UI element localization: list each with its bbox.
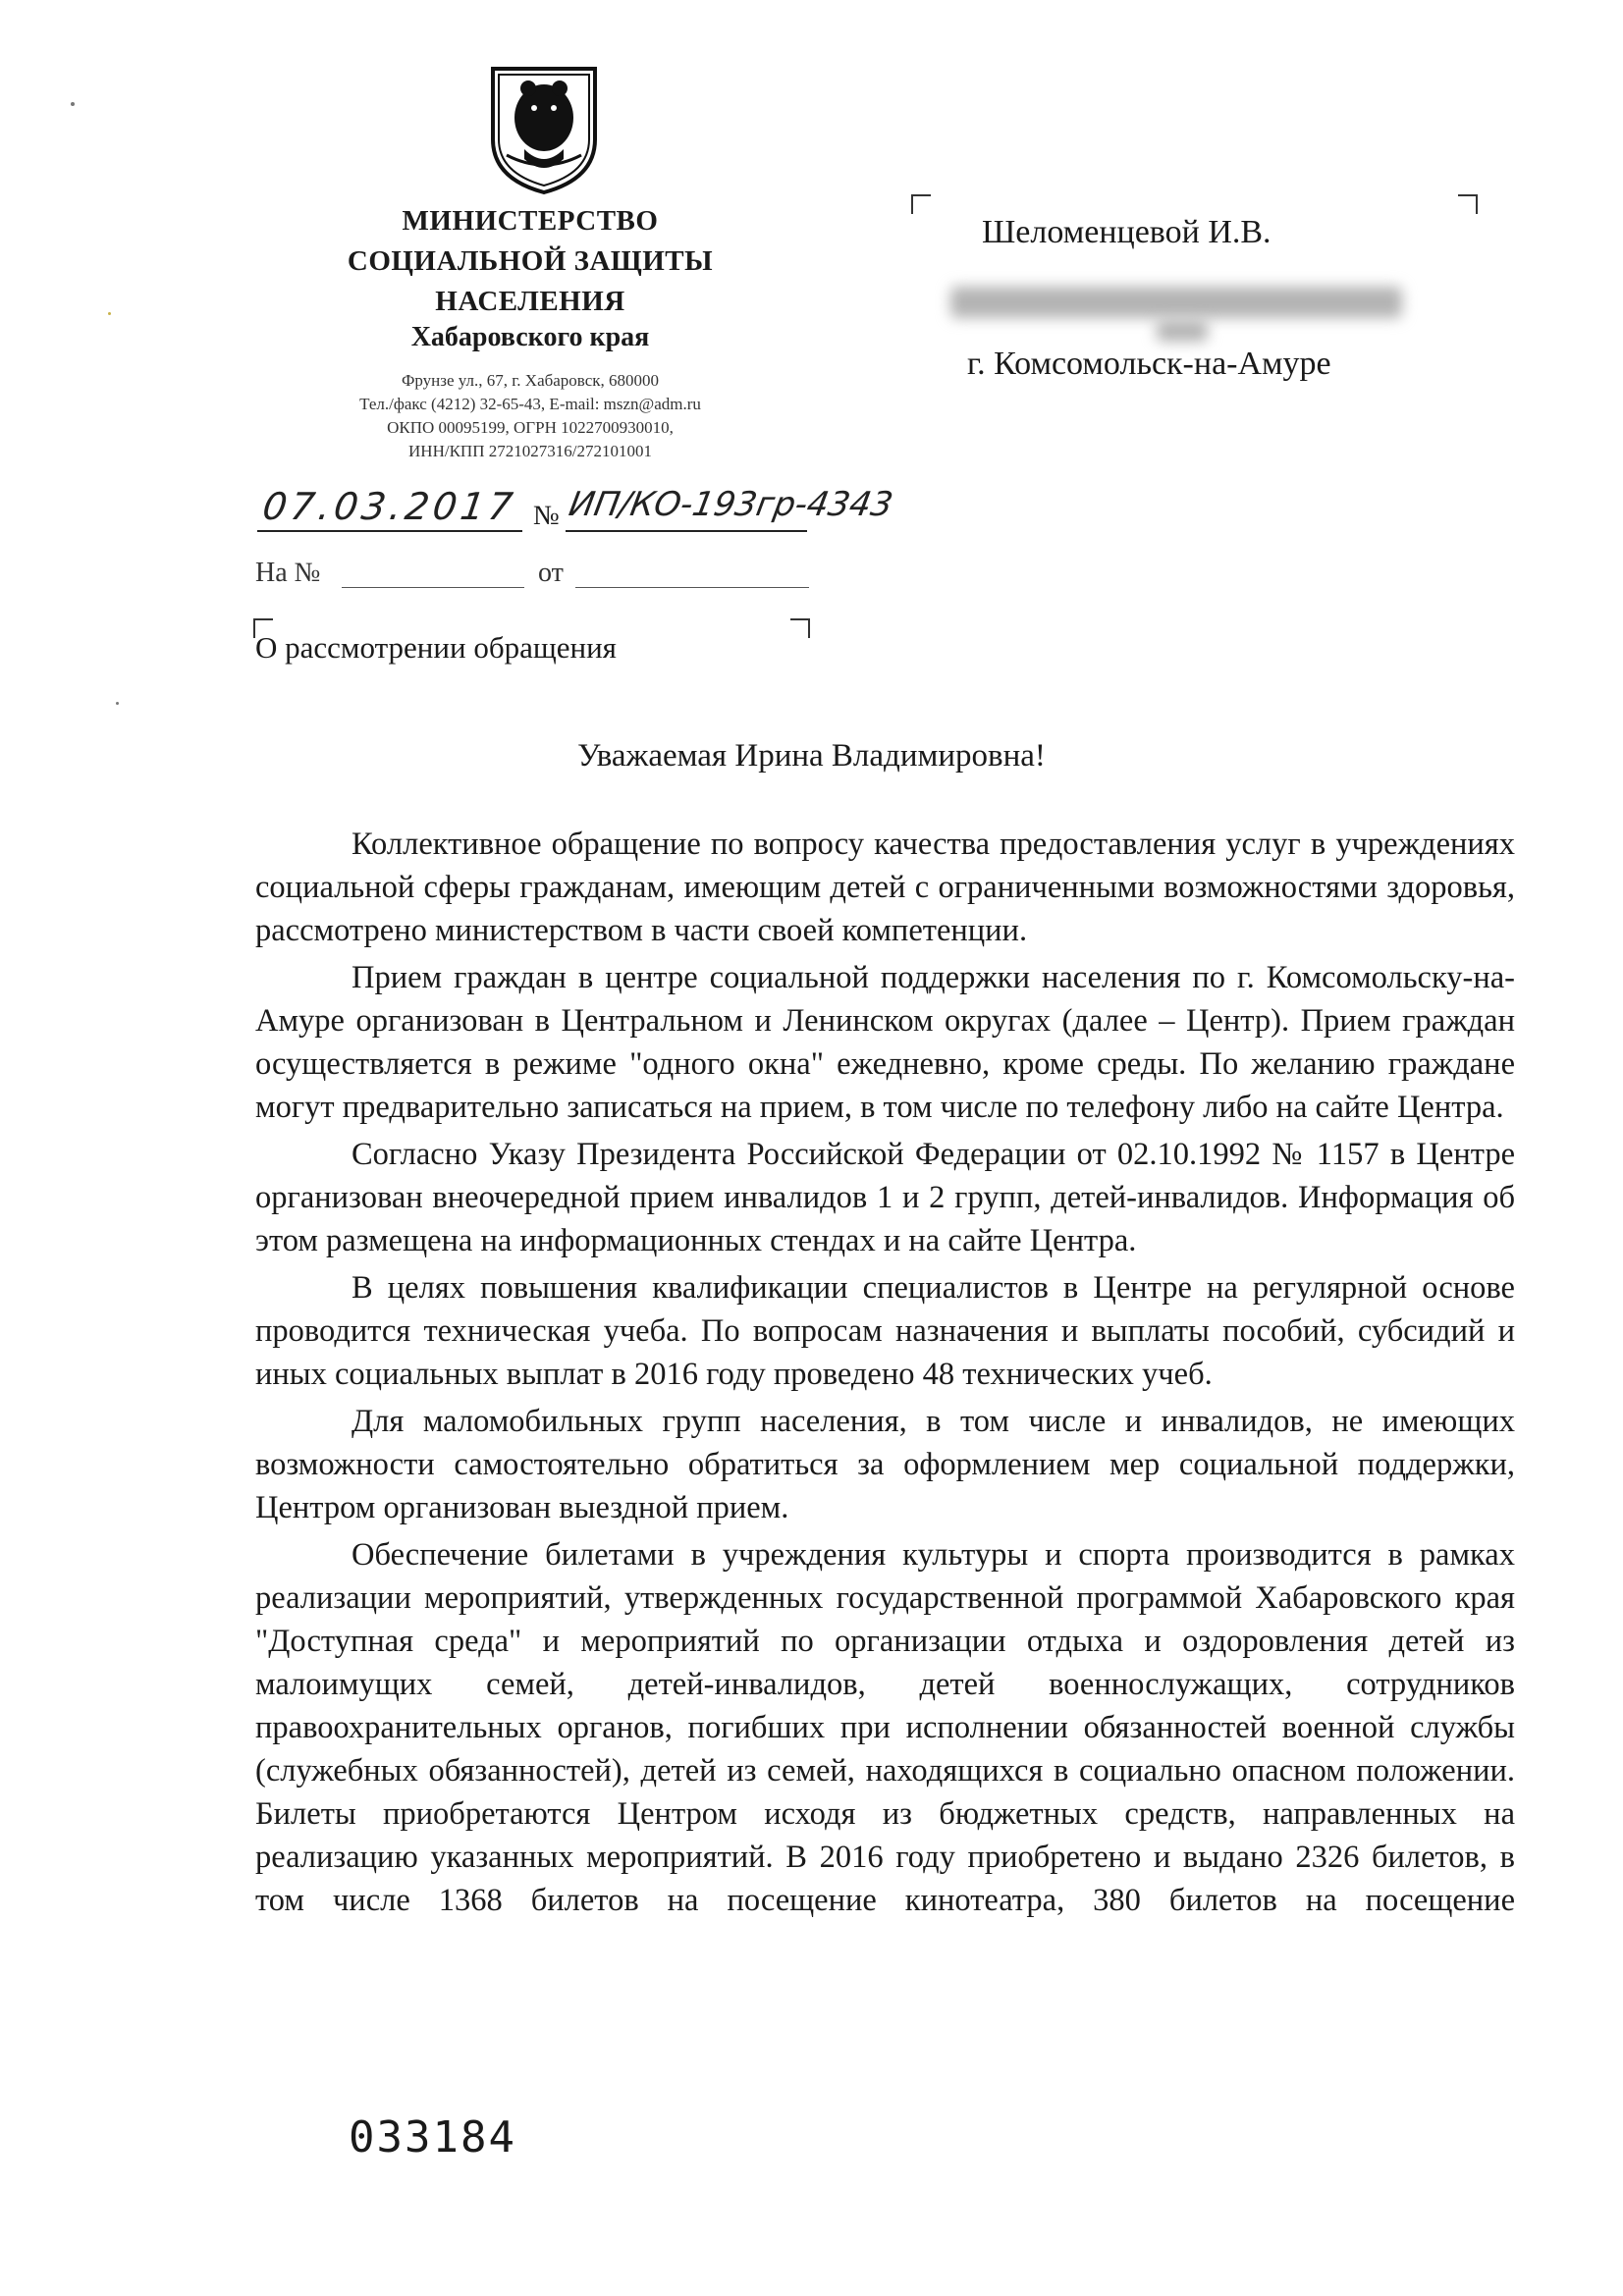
contact-phone-email: Тел./факс (4212) 32-65-43, E-mail: mszn@adm.ru: [359, 395, 701, 413]
body-paragraph: Коллективное обращение по вопросу качества предоставления услуг в учреждениях социальной сферы гражданам, имеющим детей с ограниченными возможностями здоровья, рассмотрено министерством в части своей компетенции.: [255, 827, 1515, 948]
reference-number-line: [342, 587, 524, 588]
body-paragraph: Согласно Указу Президента Российской Федерации от 02.10.1992 № 1157 в Центре организован внеочередной прием инвалидов 1 и 2 групп, детей-инвалидов. Информация об этом размещена на информационных стендах и на сайте Центра.: [255, 1137, 1515, 1258]
ministry-region: Хабаровского края: [410, 322, 650, 352]
letter-body: [255, 823, 1515, 1922]
contact-okpo-ogrn: ОКПО 00095199, ОГРН 1022700930010,: [387, 418, 674, 437]
recipient-corner-right: [1458, 194, 1478, 214]
ministry-contacts: [275, 369, 785, 463]
ministry-line: НАСЕЛЕНИЯ: [435, 286, 625, 317]
recipient-name: Шеломенцевой И.В.: [982, 214, 1271, 250]
registration-date: 07.03.2017: [259, 485, 519, 528]
reference-number-label: На №: [255, 558, 321, 588]
recipient-city: г. Комсомольск-на-Амуре: [967, 346, 1331, 382]
reference-date-label: от: [538, 558, 564, 588]
recipient-corner-left: [911, 194, 931, 214]
scan-speck: [71, 102, 75, 106]
date-underline: [257, 530, 522, 532]
ministry-line: МИНИСТЕРСТВО: [402, 205, 659, 237]
greeting: Уважаемая Ирина Владимировна!: [577, 738, 1046, 774]
ministry-line: СОЦИАЛЬНОЙ ЗАЩИТЫ: [347, 245, 714, 277]
letter-subject: О рассмотрении обращения: [255, 630, 617, 665]
body-paragraph: Для маломобильных групп населения, в том числе и инвалидов, не имеющих возможности самостоятельно обратиться за оформлением мер социальной поддержки, Центром организован выездной прием.: [255, 1404, 1515, 1525]
body-paragraph: Обеспечение билетами в учреждения культуры и спорта производится в рамках реализации мероприятий, утвержденных государственной программой Хабаровского края "Доступная среда" и мероприятий по организации отдыха и оздоровления детей из малоимущих семей, детей-инвалидов, детей военнослужащих, сотрудников правоохранительных органов, погибших при исполнении обязанностей военной службы (служебных обязанностей), детей из семей, находящихся в социально опасном положении. Билеты приобретаются Центром исходя из бюджетных средств, направленных на реализацию указанных мероприятий. В 2016 году приобретено и выдано 2326 билетов, в том числе 1368 билетов на посещение кинотеатра, 380 билетов на посещение: [255, 1537, 1515, 1918]
scan-speck: [116, 702, 119, 705]
document-serial-number: 033184: [349, 2112, 516, 2163]
subject-corner-right: [790, 618, 810, 638]
reference-date-line: [575, 587, 809, 588]
contact-address: Фрунзе ул., 67, г. Хабаровск, 680000: [401, 371, 660, 390]
coat-of-arms-bear-icon: [485, 61, 603, 196]
redacted-address: [950, 287, 1402, 318]
ministry-name: [295, 201, 766, 322]
scan-speck: [108, 312, 111, 315]
number-sign: №: [533, 501, 560, 531]
redacted-address-2: [1157, 320, 1208, 342]
body-paragraph: Прием граждан в центре социальной поддержки населения по г. Комсомольску-на-Амуре организован в Центральном и Ленинском округах (далее – Центр). Прием граждан осуществляется в режиме "одного окна" ежедневно, кроме среды. По желанию граждане могут предварительно записаться на прием, в том числе по телефону либо на сайте Центра.: [255, 960, 1515, 1125]
body-paragraph: В целях повышения квалификации специалистов в Центре на регулярной основе проводится техническая учеба. По вопросам назначения и выплаты пособий, субсидий и иных социальных выплат в 2016 году проведено 48 технических учеб.: [255, 1270, 1515, 1392]
registration-number: ИП/КО-193гр-4343: [566, 485, 896, 524]
number-underline: [566, 530, 807, 532]
contact-inn-kpp: ИНН/КПП 2721027316/272101001: [408, 442, 652, 460]
